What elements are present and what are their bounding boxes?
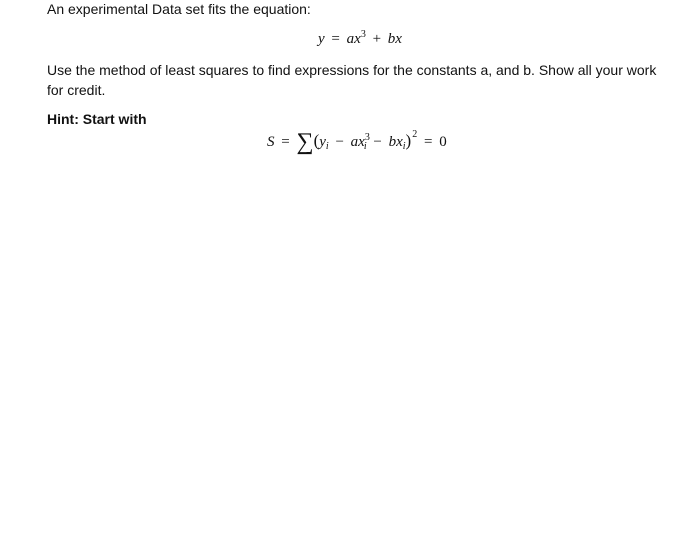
hint-minus-2: − [373, 134, 382, 150]
hint-x-subscript: i [363, 141, 367, 152]
hint-y-subscript: i [325, 141, 329, 152]
eq-plus: + [372, 31, 382, 47]
hint-equation [267, 131, 447, 154]
hint-s: S [267, 134, 275, 150]
eq-x: x [395, 31, 402, 47]
instructions-text: Use the method of least squares to find expressions for the constants a, and b. Show all your work for credit. [47, 62, 657, 98]
hint-x-cubed: x [358, 134, 365, 150]
main-equation [318, 29, 402, 49]
hint-close-paren: ) [405, 131, 412, 150]
eq-a: a [346, 31, 355, 47]
eq-equals: = [331, 31, 340, 47]
eq-b: b [387, 31, 396, 47]
hint-y: y [319, 134, 326, 150]
hint-x2-subscript: i [402, 141, 406, 152]
hint-equals: = [281, 134, 290, 150]
eq-x-cubed: x [354, 31, 361, 47]
hint-label: Hint: Start with [47, 111, 147, 127]
hint-zero: 0 [439, 134, 447, 150]
hint-open-paren: ( [313, 131, 320, 150]
intro-text: An experimental Data set fits the equation: [47, 1, 311, 17]
eq-exponent: 3 [360, 29, 366, 40]
hint-x: x [396, 134, 403, 150]
hint-x-exponent: 3 [364, 132, 370, 143]
hint-minus-1: − [335, 134, 344, 150]
hint-equals-2: = [423, 134, 433, 150]
hint-square: 2 [412, 129, 418, 140]
hint-x-scripts [363, 132, 370, 152]
eq-y: y [318, 31, 325, 47]
hint-b: b [388, 134, 397, 150]
hint-a: a [350, 134, 359, 150]
sigma-symbol: ∑ [296, 129, 314, 155]
